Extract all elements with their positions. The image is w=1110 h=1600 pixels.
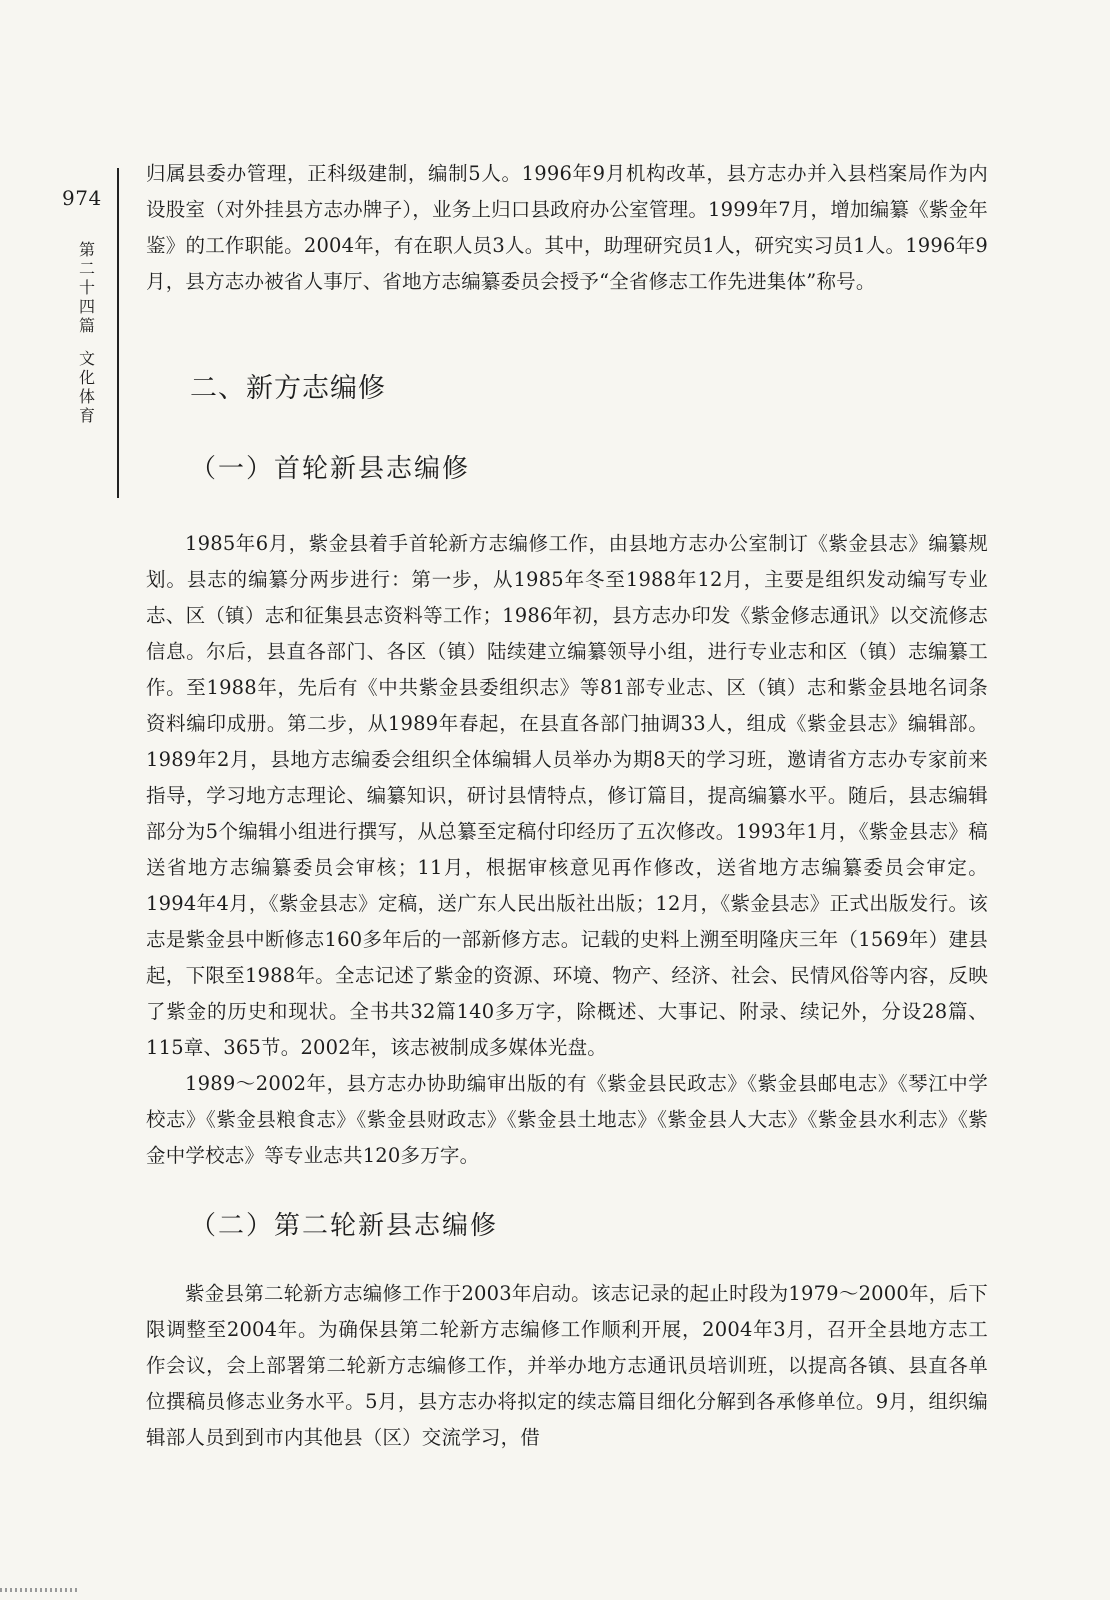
first-round-paragraph-1: 1985年6月，紫金县着手首轮新方志编修工作，由县地方志办公室制订《紫金县志》编纂规划。县志的编纂分两步进行：第一步，从1985年冬至1988年12月，主要是组织发动编写专业志、区（镇）志和征集县志资料等工作；1986年初，县方志办印发《紫金修志通讯》以交流修志信息。尔后，县直各部门、各区（镇）陆续建立编纂领导小组，进行专业志和区（镇）志编纂工作。至1988年，先后有《中共紫金县委组织志》等81部专业志、区（镇）志和紫金县地名词条资料编印成册。第二步，从1989年春起，在县直各部门抽调33人，组成《紫金县志》编辑部。1989年2月，县地方志编委会组织全体编辑人员举办为期8天的学习班，邀请省方志办专家前来指导，学习地方志理论、编纂知识，研讨县情特点，修订篇目，提高编纂水平。随后，县志编辑部分为5个编辑小组进行撰写，从总纂至定稿付印经历了五次修改。1993年1月，《紫金县志》稿送省地方志编纂委员会审核；11月，根据审核意见再作修改，送省地方志编纂委员会审定。1994年4月，《紫金县志》定稿，送广东人民出版社出版；12月，《紫金县志》正式出版发行。该志是紫金县中断修志160多年后的一部新修方志。记载的史料上溯至明隆庆三年（1569年）建县起，下限至1988年。全志记述了紫金的资源、环境、物产、经济、社会、民情风俗等内容，反映了紫金的历史和现状。全书共32篇140多万字，除概述、大事记、附录、续记外，分设28篇、115章、365节。2002年，该志被制成多媒体光盘。: [146, 532, 988, 1059]
running-head-topic: 文化 体育: [78, 349, 112, 425]
page-number: 974: [62, 186, 102, 210]
subsection-heading-first-round: （一）首轮新县志编修: [190, 454, 471, 484]
first-round-body: [146, 526, 988, 1174]
first-round-paragraph-2: 1989～2002年，县方志办协助编审出版的有《紫金县民政志》《紫金县邮电志》《琴江中学校志》《紫金县粮食志》《紫金县财政志》《紫金县土地志》《紫金县人大志》《紫金县水利志》《紫金中学校志》等专业志共120多万字。: [146, 1072, 988, 1167]
section-heading: 二、新方志编修: [190, 373, 386, 404]
scan-edge-marks: [0, 1588, 80, 1592]
subsection-heading-second-round: （二）第二轮新县志编修: [190, 1211, 499, 1241]
intro-paragraph-block: [146, 156, 988, 300]
margin-rule: [117, 168, 119, 498]
running-head-part: 第二十四篇: [78, 240, 95, 335]
running-head: [76, 240, 112, 425]
second-round-paragraph-1: 紫金县第二轮新方志编修工作于2003年启动。该志记录的起止时段为1979～2000年，后下限调整至2004年。为确保县第二轮新方志编修工作顺利开展，2004年3月，召开全县地方志工作会议，会上部署第二轮新方志编修工作，并举办地方志通讯员培训班，以提高各镇、县直各单位撰稿员修志业务水平。5月，县方志办将拟定的续志篇目细化分解到各承修单位。9月，组织编辑部人员到到市内其他县（区）交流学习，借: [146, 1282, 988, 1449]
intro-paragraph: 归属县委办管理，正科级建制，编制5人。1996年9月机构改革，县方志办并入县档案局作为内设股室（对外挂县方志办牌子），业务上归口县政府办公室管理。1999年7月，增加编纂《紫金年鉴》的工作职能。2004年，有在职人员3人。其中，助理研究员1人，研究实习员1人。1996年9月，县方志办被省人事厅、省地方志编纂委员会授予“全省修志工作先进集体”称号。: [146, 162, 988, 293]
second-round-body: [146, 1276, 988, 1456]
